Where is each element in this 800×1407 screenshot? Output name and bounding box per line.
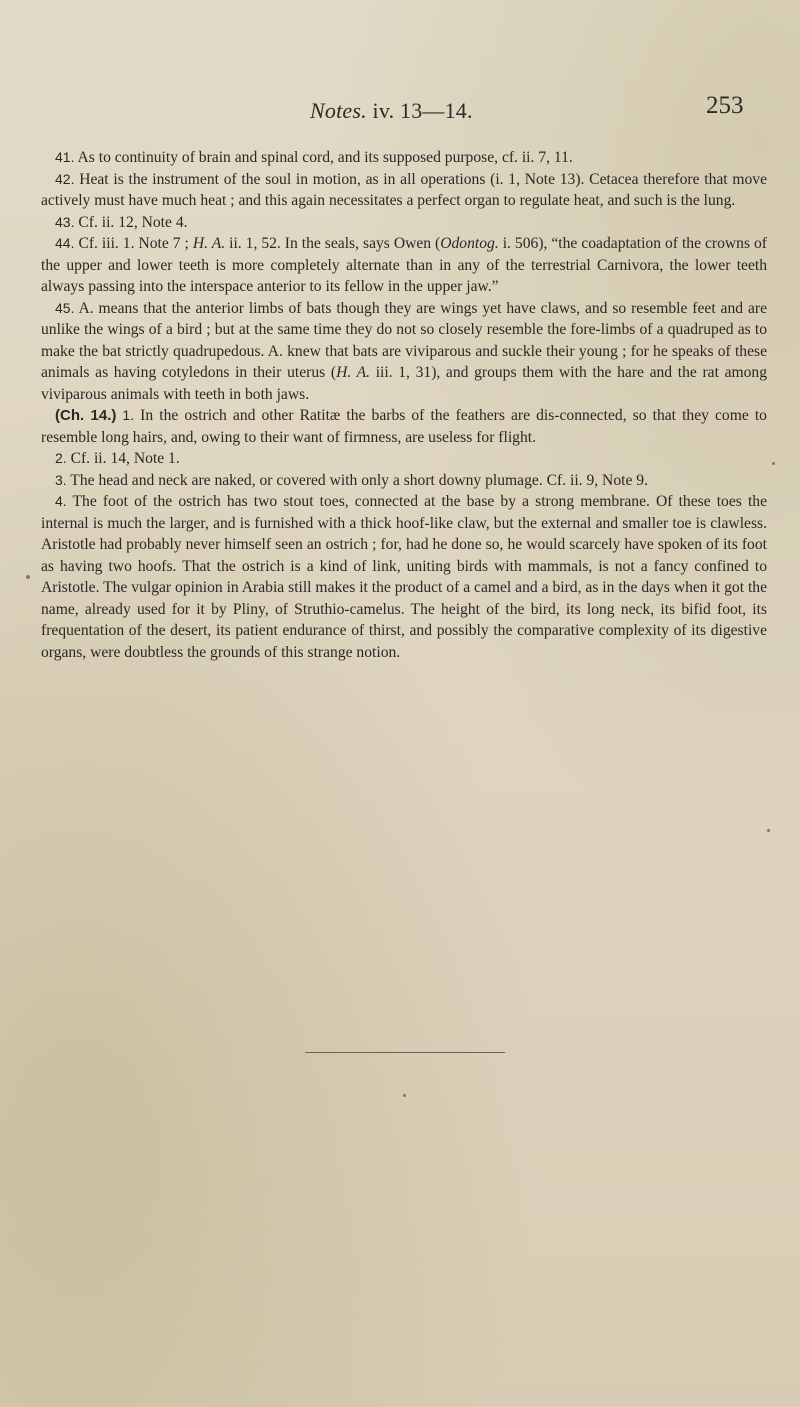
note-text: The foot of the ostrich has two stout toes, connected at the base by a strong membrane. Of these toes the internal is much the larger, and is furnished with a thick hoof-like claw, but the external and smaller toe is clawless. Aristotle had probably never himself seen an ostrich ; for, had he done so, he would scarcely have spoken of its foot as having two hoofs. That the ostrich is a kind of link, uniting birds with mammals, is not a fancy confined to Aristotle. The vulgar opinion in Arabia still makes it the product of a camel and a bird, as in the days when it got the name, already used for it by Pliny, of Struthio-camelus. The height of the bird, its long neck, its bifid foot, its frequentation of the desert, its patient endurance of thirst, and possibly the comparative complexity of its digestive organs, were doubtless the grounds of this strange notion. bbox=[41, 493, 767, 661]
note-number: 41. bbox=[55, 149, 75, 165]
note-42 bbox=[41, 169, 767, 212]
note-number: 4. bbox=[55, 493, 67, 509]
page-number: 253 bbox=[706, 92, 744, 119]
paper-speck bbox=[403, 1094, 406, 1097]
note-text: Cf. ii. 12, Note 4. bbox=[74, 213, 188, 231]
paper-speck bbox=[767, 829, 770, 832]
running-head bbox=[0, 92, 800, 132]
chapter-14-note-4 bbox=[41, 491, 767, 663]
note-number: 2. bbox=[55, 450, 67, 466]
note-41 bbox=[41, 147, 767, 169]
notes-body bbox=[41, 147, 767, 663]
paper-speck bbox=[772, 462, 775, 465]
citation-italic: H. A. bbox=[336, 364, 371, 381]
note-text: i. 506), “the coadaptation of the crowns of the upper and lower teeth is more completely alternate than in any of the terrestrial Carnivora, the lower teeth always passing into the interspace anterior to its fellow in the upper jaw.” bbox=[41, 235, 767, 295]
note-number: 45. bbox=[55, 299, 75, 316]
chapter-14-note-2 bbox=[41, 448, 767, 470]
citation-italic: H. A. bbox=[192, 235, 226, 252]
running-title-italic: Notes. bbox=[310, 98, 367, 123]
note-text: The head and neck are naked, or covered with only a short downy plumage. Cf. ii. 9, Note 9. bbox=[66, 471, 648, 489]
chapter-14-note-1 bbox=[41, 405, 767, 448]
note-number: 43. bbox=[55, 213, 75, 230]
note-44 bbox=[41, 233, 767, 298]
running-title bbox=[310, 98, 473, 124]
note-text: As to continuity of brain and spinal cord, and its supposed purpose, cf. ii. 7, 11. bbox=[74, 149, 573, 166]
note-text: ii. 1, 52. In the seals, says Owen ( bbox=[225, 235, 441, 252]
note-number: 1. bbox=[116, 407, 135, 423]
footer-rule bbox=[305, 1052, 505, 1053]
note-text: Cf. ii. 14, Note 1. bbox=[66, 450, 180, 467]
chapter-14-note-3 bbox=[41, 470, 767, 492]
note-text: In the ostrich and other Ratitæ the barbs of the feathers are dis-connected, so that they come to resemble long hairs, and, owing to their want of firmness, are useless for flight. bbox=[41, 407, 767, 446]
note-text: iii. 1, 31), and groups them with the hare and the rat among viviparous animals with teeth in both jaws. bbox=[41, 364, 768, 403]
note-number: 3. bbox=[55, 471, 67, 488]
note-number: 42. bbox=[55, 170, 75, 187]
note-text: Cf. iii. 1. Note 7 ; bbox=[74, 235, 193, 252]
citation-italic: Odontog. bbox=[440, 235, 499, 252]
chapter-marker: (Ch. 14.) bbox=[55, 407, 117, 424]
note-text: Heat is the instrument of the soul in motion, as in all operations (i. 1, Note 13). Cetacea therefore that move actively must have much heat ; and this again necessitates a perfect organ to regulate heat, and such is the lung. bbox=[41, 170, 767, 209]
note-45 bbox=[41, 298, 767, 406]
paper-speck bbox=[26, 575, 30, 579]
running-title-chapters: iv. 13—14. bbox=[366, 98, 473, 123]
note-number: 44. bbox=[55, 235, 75, 251]
note-43 bbox=[41, 212, 767, 234]
note-text: A. means that the anterior limbs of bats though they are wings yet have claws, and so resemble feet and are unlike the wings of a bird ; but at the same time they do not so closely resemble the fore-limbs of a quadruped as to make the bat strictly quadrupedous. A. knew that bats are viviparous and suckle their young ; for he speaks of these animals as having cotyledons in their uterus ( bbox=[41, 299, 767, 381]
